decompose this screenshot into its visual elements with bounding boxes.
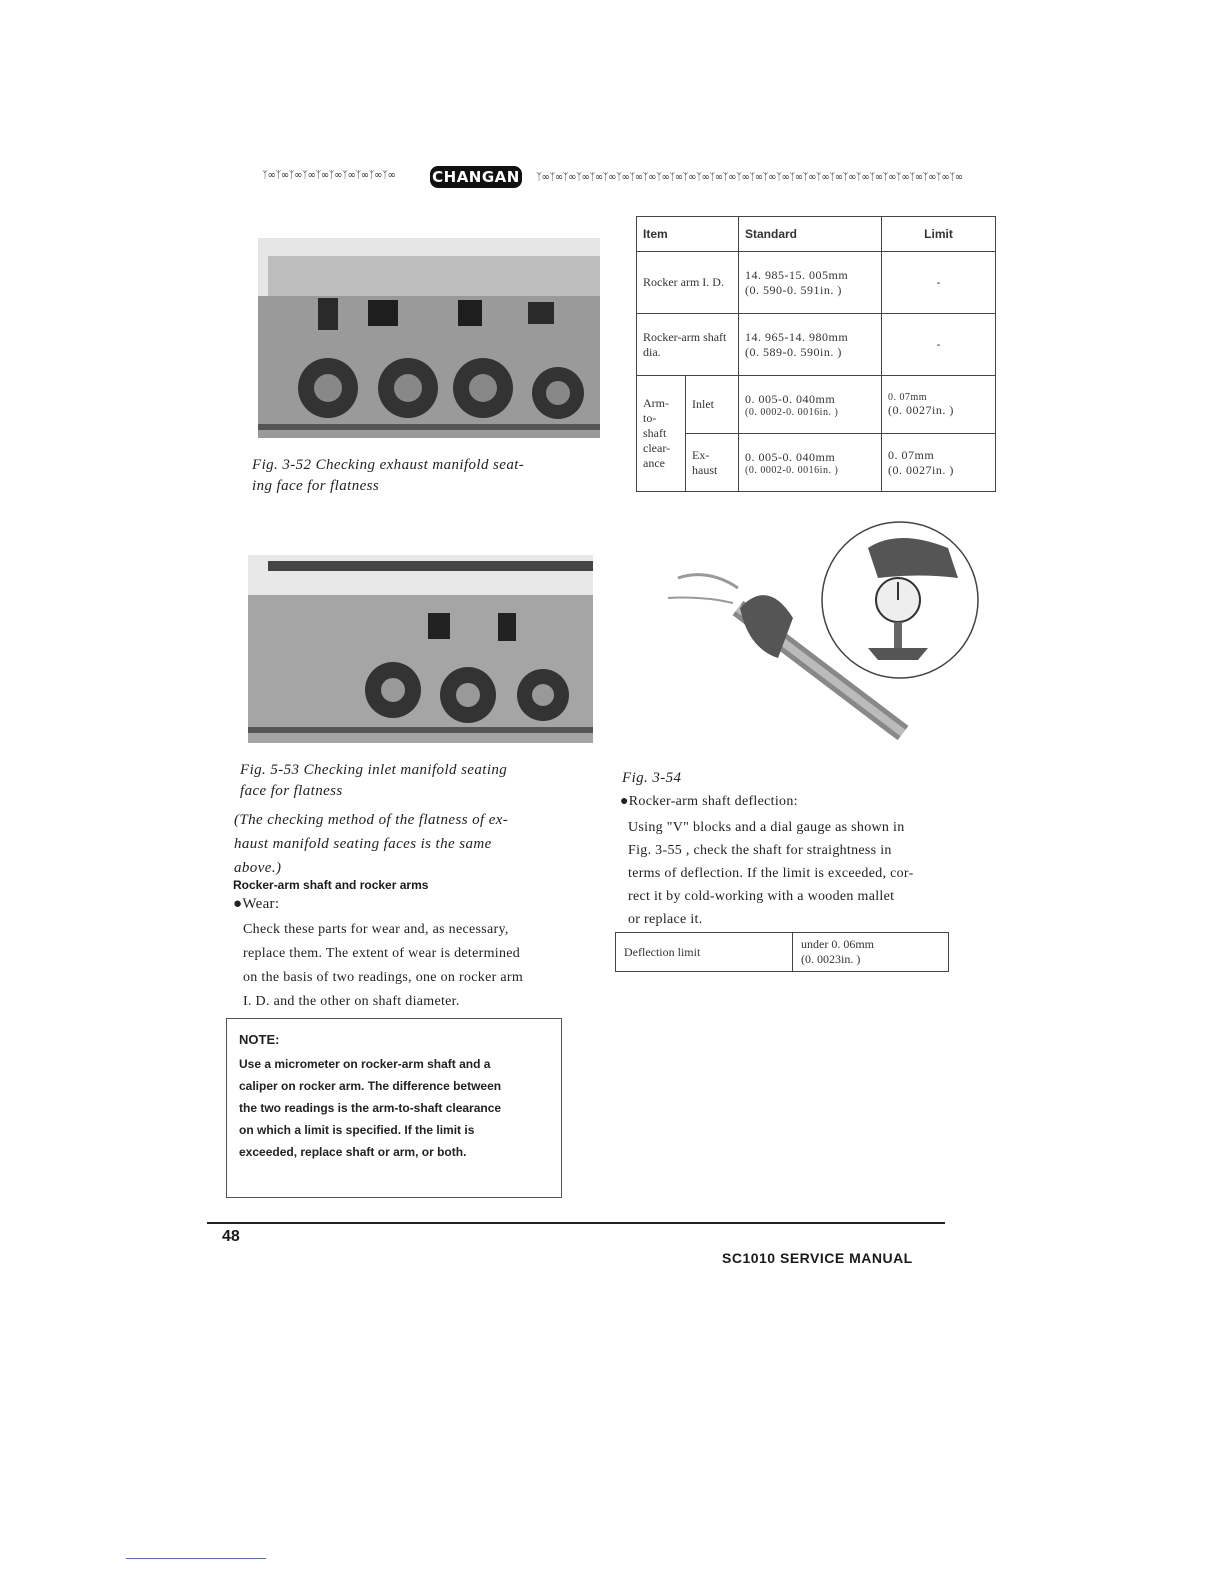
row-item: Rocker arm I. D. — [637, 252, 739, 314]
col-header-standard: Standard — [739, 217, 882, 252]
std-in: (0. 0002-0. 0016in. ) — [745, 464, 839, 476]
col-header-limit: Limit — [882, 217, 996, 252]
row-sub: Inlet — [686, 376, 739, 434]
fig-3-52-caption — [252, 455, 612, 497]
caption-line: Fig. 5-53 Checking inlet manifold seating — [240, 762, 508, 778]
row-standard — [739, 434, 882, 492]
std-in: (0. 590-0. 591in. ) — [745, 282, 842, 297]
body-line: or replace it. — [628, 912, 703, 927]
table-header-row — [637, 217, 996, 252]
note-line: the two readings is the arm-to-shaft clearance — [239, 1101, 502, 1115]
std-mm: 0. 005-0. 040mm — [745, 449, 836, 464]
note-line: above.) — [234, 860, 282, 876]
wear-label: ●Wear: — [233, 896, 280, 912]
std-mm: 14. 985-15. 005mm — [745, 267, 849, 282]
deflection-heading: ●Rocker-arm shaft deflection: — [620, 794, 798, 809]
caption-line: Fig. 3-52 Checking exhaust manifold seat- — [252, 457, 525, 473]
manual-title: SC1010 SERVICE MANUAL — [722, 1250, 913, 1266]
row-group: Arm-to-shaft clear-ance — [637, 376, 686, 492]
body-line: replace them. The extent of wear is determined — [243, 946, 521, 961]
lim-in: (0. 0027in. ) — [888, 462, 954, 477]
body-line: terms of deflection. If the limit is exceeded, cor- — [628, 866, 914, 881]
note-line: (The checking method of the flatness of ex- — [234, 812, 509, 828]
header-ornament-left: ᛉ∞ᛉ∞ᛉ∞ᛉ∞ᛉ∞ᛉ∞ᛉ∞ᛉ∞ᛉ∞ᛉ∞ — [262, 170, 396, 181]
deflection-mm: under 0. 06mm — [801, 937, 874, 951]
lim-mm: 0. 07mm — [888, 391, 928, 403]
bottom-divider — [126, 1558, 266, 1559]
brand-logo: CHANGAN — [430, 166, 522, 188]
fig-3-52-photo — [258, 238, 600, 438]
footer-rule — [207, 1222, 945, 1224]
row-limit — [882, 376, 996, 434]
section-heading: Rocker-arm shaft and rocker arms — [233, 878, 429, 892]
header-ornament-right: ᛉ∞ᛉ∞ᛉ∞ᛉ∞ᛉ∞ᛉ∞ᛉ∞ᛉ∞ᛉ∞ᛉ∞ᛉ∞ᛉ∞ᛉ∞ᛉ∞ᛉ∞ᛉ∞ᛉ∞ᛉ∞ᛉ∞ᛉ∞ᛉ∞ᛉ∞ᛉ∞ᛉ∞ᛉ∞ᛉ∞ᛉ∞ᛉ∞ᛉ∞ᛉ∞ᛉ∞ᛉ∞ — [536, 172, 963, 183]
col-header-item: Item — [637, 217, 739, 252]
deflection-body — [628, 816, 973, 931]
deflection-in: (0. 0023in. ) — [801, 952, 861, 966]
row-standard — [739, 376, 882, 434]
spec-table — [636, 216, 996, 492]
body-line: rect it by cold-working with a wooden mallet — [628, 889, 895, 904]
fig-5-53-caption — [240, 760, 610, 802]
row-item: Rocker-arm shaft dia. — [637, 314, 739, 376]
note-line: haust manifold seating faces is the same — [234, 836, 492, 852]
table-row — [637, 376, 996, 434]
std-mm: 14. 965-14. 980mm — [745, 329, 849, 344]
body-line: Check these parts for wear and, as necessary, — [243, 922, 509, 937]
body-line: Using "V" blocks and a dial gauge as shown in — [628, 820, 905, 835]
note-line: Use a micrometer on rocker-arm shaft and a — [239, 1057, 491, 1071]
lim-mm: 0. 07mm — [888, 447, 935, 462]
note-box — [226, 1018, 562, 1198]
std-in: (0. 0002-0. 0016in. ) — [745, 406, 839, 418]
note-title: NOTE: — [239, 1032, 280, 1047]
lim-in: (0. 0027in. ) — [888, 402, 954, 417]
row-standard — [739, 314, 882, 376]
caption-line: ing face for flatness — [252, 478, 380, 494]
body-line: I. D. and the other on shaft diameter. — [243, 994, 460, 1009]
note-line: caliper on rocker arm. The difference between — [239, 1079, 502, 1093]
row-sub: Ex-haust — [686, 434, 739, 492]
table-row — [637, 434, 996, 492]
fig-5-53-photo — [248, 555, 593, 743]
note-line: exceeded, replace shaft or arm, or both. — [239, 1145, 467, 1159]
table-row — [637, 252, 996, 314]
row-limit: - — [882, 252, 996, 314]
table-row — [616, 933, 949, 972]
std-in: (0. 589-0. 590in. ) — [745, 344, 842, 359]
body-line: Fig. 3-55 , check the shaft for straightness in — [628, 843, 892, 858]
caption-line: face for flatness — [240, 783, 343, 799]
fig-3-54-illustration — [628, 518, 988, 746]
body-line: on the basis of two readings, one on rocker arm — [243, 970, 524, 985]
note-line: on which a limit is specified. If the limit is — [239, 1123, 475, 1137]
fig-5-53-note — [234, 808, 614, 880]
row-limit: - — [882, 314, 996, 376]
row-standard — [739, 252, 882, 314]
std-mm: 0. 005-0. 040mm — [745, 391, 836, 406]
deflection-label: Deflection limit — [616, 933, 793, 972]
row-limit — [882, 434, 996, 492]
deflection-value — [793, 933, 949, 972]
page-number: 48 — [222, 1228, 240, 1245]
deflection-table — [615, 932, 949, 972]
wear-body — [243, 918, 593, 1014]
fig-3-54-caption: Fig. 3-54 — [622, 770, 682, 786]
table-row — [637, 314, 996, 376]
